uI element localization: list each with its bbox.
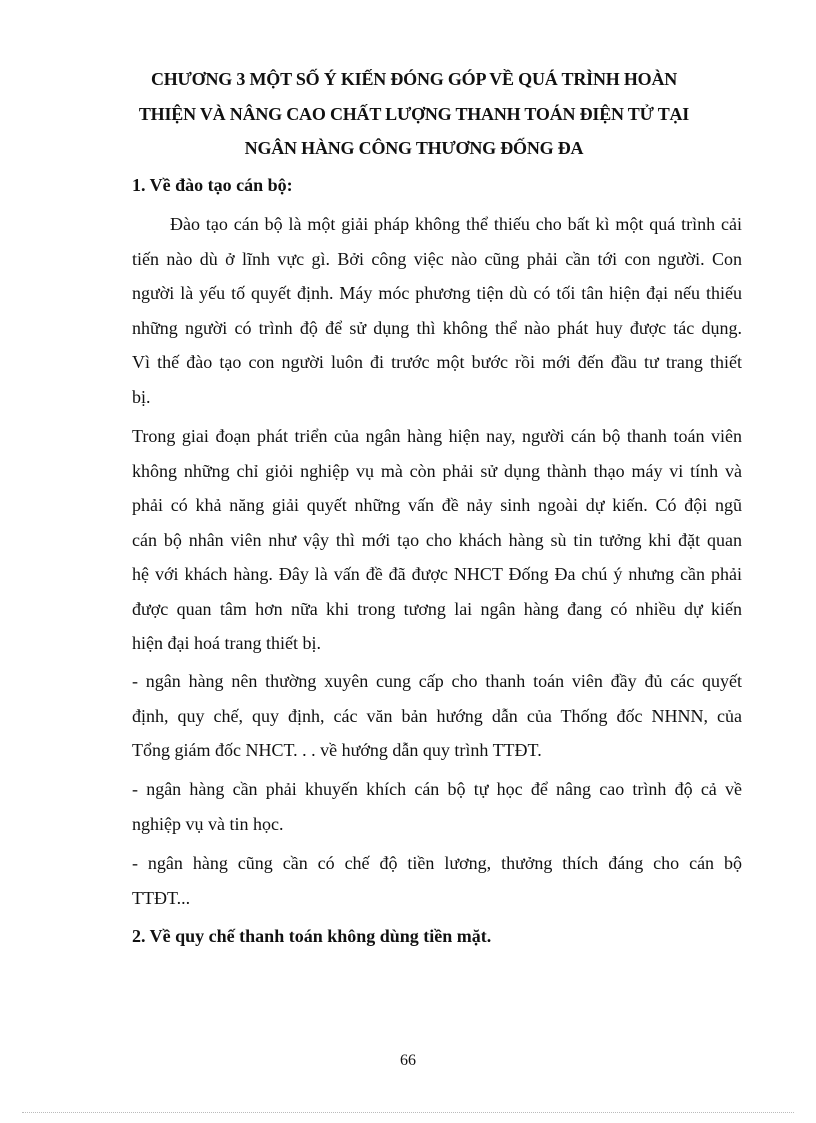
paragraph-line: bị. [132, 386, 151, 407]
paragraph-line: định, quy chế, quy định, các văn bản hướng dẫn của Thống đốc NHNN, của [132, 705, 742, 726]
paragraph-line: TTĐT... [132, 887, 191, 908]
paragraph-line: tiến nào dù ở lĩnh vực gì. Bởi công việc nào cũng phải cần tới con người. Con [132, 248, 742, 269]
bullet-1 [132, 664, 742, 768]
paragraph-line: - ngân hàng cũng cần có chế độ tiền lương, thưởng thích đáng cho cán bộ [132, 853, 742, 873]
paragraph-line: được quan tâm hơn nữa khi trong tương lai ngân hàng đang có nhiều dự kiến [132, 598, 742, 619]
paragraph-line: - ngân hàng nên thường xuyên cung cấp cho thanh toán viên đầy đủ các quyết [132, 671, 742, 691]
paragraph-line: cán bộ nhân viên như vậy thì mới tạo cho khách hàng sù tin tưởng khi đặt quan [132, 529, 742, 550]
section-2-heading: 2. Về quy chế thanh toán không dùng tiền mặt. [132, 926, 492, 946]
chapter-title-line-1: CHƯƠNG 3 MỘT SỐ Ý KIẾN ĐÓNG GÓP VỀ QUÁ TRÌNH HOÀN [150, 69, 678, 89]
paragraph-line: nghiệp vụ và tin học. [132, 813, 284, 834]
paragraph-line: hiện đại hoá trang thiết bị. [132, 633, 321, 653]
paragraph-line: Trong giai đoạn phát triển của ngân hàng hiện nay, người cán bộ thanh toán viên [132, 426, 742, 446]
paragraph-line: Vì thế đào tạo con người luôn đi trước một bước rồi mới đến đầu tư trang thiết [132, 352, 742, 372]
bullet-3 [132, 846, 742, 915]
paragraph-1 [132, 207, 742, 414]
paragraph-line: không những chỉ giỏi nghiệp vụ mà còn phải sử dụng thành thạo máy vi tính và [132, 460, 742, 481]
paragraph-2 [132, 419, 742, 661]
bullet-2 [132, 772, 742, 841]
chapter-title-line-3: NGÂN HÀNG CÔNG THƯƠNG ĐỐNG ĐA [244, 138, 584, 158]
chapter-title [120, 62, 708, 166]
paragraph-line: Đào tạo cán bộ là một giải pháp không thể thiếu cho bất kì một quá trình cải [170, 214, 742, 234]
paragraph-line: những người có trình độ để sử dụng thì không thể nào phát huy được tác dụng. [132, 317, 742, 338]
chapter-title-line-2: THIỆN VÀ NÂNG CAO CHẤT LƯỢNG THANH TOÁN ĐIỆN TỬ TẠI [138, 103, 690, 124]
paragraph-line: hệ với khách hàng. Đây là vấn đề đã được NHCT Đống Đa chú ý nhưng cần phải [132, 564, 742, 584]
paragraph-line: - ngân hàng cần phải khuyến khích cán bộ tự học để nâng cao trình độ cả về [132, 779, 742, 799]
paragraph-line: phải có khả năng giải quyết những vấn đề nảy sinh ngoài dự kiến. Có đội ngũ [132, 495, 742, 515]
paragraph-line: người là yếu tố quyết định. Máy móc phương tiện dù có tối tân hiện đại nếu thiếu [132, 283, 742, 303]
paragraph-line: Tổng giám đốc NHCT. . . về hướng dẫn quy trình TTĐT. [132, 740, 542, 760]
section-1-heading: 1. Về đào tạo cán bộ: [132, 175, 293, 195]
footer-divider [22, 1112, 794, 1113]
page-number: 66 [400, 1052, 416, 1069]
